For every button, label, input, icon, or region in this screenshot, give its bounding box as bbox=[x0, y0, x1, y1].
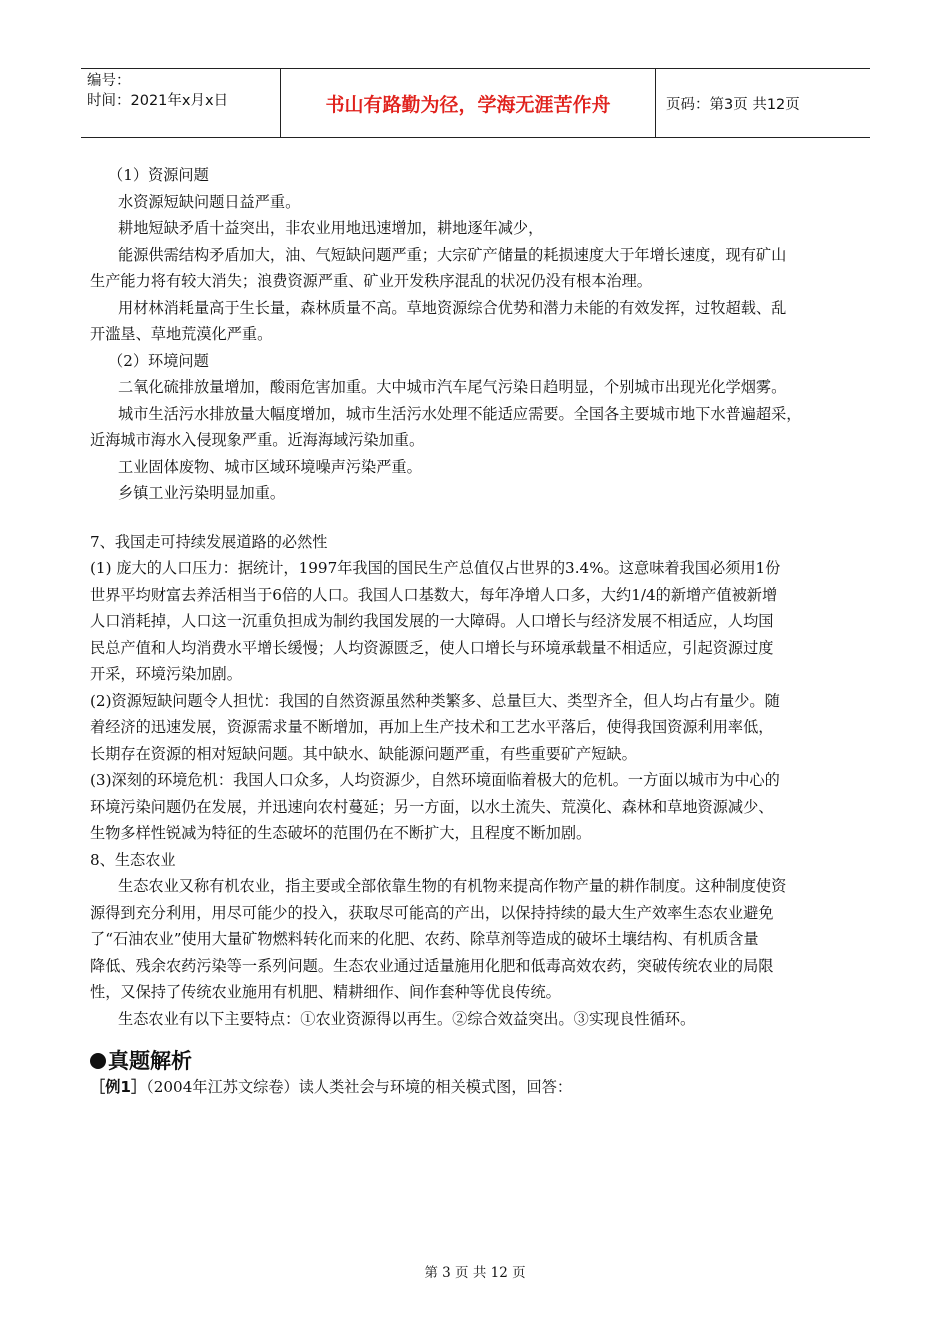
document-time-label: 时间：2021年x月x日 bbox=[87, 93, 229, 109]
paragraph-line: 工业固体废物、城市区域环境噪声污染严重。 bbox=[118, 457, 422, 476]
paragraph-line: 世界平均财富去养活相当于6倍的人口。我国人口基数大，每年净增人口多，大约1/4的新增产值被新增 bbox=[90, 585, 778, 604]
paragraph-line: 能源供需结构矛盾加大，油、气短缺问题严重；大宗矿产储量的耗损速度大于年增长速度，现有矿山 bbox=[118, 245, 787, 264]
paragraph-line: 性，又保持了传统农业施用有机肥、精耕细作、间作套种等优良传统。 bbox=[90, 983, 561, 1001]
paragraph-line: 水资源短缺问题日益严重。 bbox=[118, 192, 301, 211]
paragraph-line: (1) 庞大的人口压力：据统计，1997年我国的国民生产总值仅占世界的3.4%。这意味着我国必须用1份 bbox=[90, 559, 781, 577]
paragraph-line: (2)资源短缺问题令人担忧：我国的自然资源虽然种类繁多、总量巨大、类型齐全，但人均占有量少。随 bbox=[90, 691, 780, 710]
page-header bbox=[81, 68, 870, 138]
document-number-label: 编号： bbox=[87, 73, 131, 89]
paragraph-line: 生物多样性锐减为特征的生态破坏的范围仍在不断扩大，且程度不断加剧。 bbox=[90, 824, 592, 842]
paragraph-line: 耕地短缺矛盾十益突出，非农业用地迅速增加，耕地逐年减少， bbox=[118, 219, 544, 237]
heading-eco-agriculture: 8、生态农业 bbox=[90, 850, 176, 869]
paragraph-line: (3)深刻的环境危机：我国人口众多，人均资源少，自然环境面临着极大的危机。一方面以城市为中心的 bbox=[90, 771, 780, 789]
example-text: （2004年江苏文综卷）读人类社会与环境的相关模式图，回答： bbox=[146, 1078, 573, 1096]
subheading-environment-problems: （2）环境问题 bbox=[108, 351, 209, 370]
paragraph-line: 长期存在资源的相对短缺问题。其中缺水、缺能源问题严重，有些重要矿产短缺。 bbox=[90, 744, 637, 763]
page-footer: 第 3 页 共 12 页 bbox=[424, 1265, 526, 1281]
paragraph-line: 城市生活污水排放量大幅度增加，城市生活污水处理不能适应需要。全国各主要城市地下水普遍超采， bbox=[118, 404, 802, 423]
section-title: 真题解析 bbox=[108, 1049, 192, 1073]
paragraph-line: 源得到充分利用，用尽可能少的投入，获取尽可能高的产出，以保持持续的最大生产效率生态农业避免 bbox=[90, 903, 774, 922]
paragraph-line: 生产能力将有较大消失；浪费资源严重、矿业开发秩序混乱的状况仍没有根本治理。 bbox=[90, 272, 652, 290]
paragraph-line: 二氧化硫排放量增加，酸雨危害加重。大中城市汽车尾气污染日趋明显，个别城市出现光化学烟雾。 bbox=[118, 378, 787, 396]
paragraph-line: 环境污染问题仍在发展，并迅速向农村蔓延；另一方面，以水土流失、荒漠化、森林和草地资源减少、 bbox=[90, 797, 774, 816]
paragraph-line: 用材林消耗量高于生长量，森林质量不高。草地资源综合优势和潜力未能的有效发挥，过牧超载、乱 bbox=[118, 298, 787, 317]
header-page-number: 页码：第3页 共12页 bbox=[666, 96, 800, 113]
paragraph-line: 生态农业又称有机农业，指主要或全部依靠生物的有机物来提高作物产量的耕作制度。这种制度使资 bbox=[118, 877, 787, 895]
header-info-cell bbox=[81, 69, 281, 137]
paragraph-line: 降低、残余农药污染等一系列问题。生态农业通过适量施用化肥和低毒高效农药，突破传统农业的局限 bbox=[90, 956, 774, 975]
paragraph-line: 开滥垦、草地荒漠化严重。 bbox=[90, 325, 273, 343]
subheading-resource-problems: （1）资源问题 bbox=[108, 166, 209, 184]
paragraph-line: 人口消耗掉，人口这一沉重负担成为制约我国发展的一大障碍。人口增长与经济发展不相适应，人均国 bbox=[90, 612, 774, 630]
section-heading bbox=[90, 1046, 870, 1076]
paragraph-line: 民总产值和人均消费水平增长缓慢；人均资源匮乏，使人口增长与环境承载量不相适应，引起资源过度 bbox=[90, 638, 774, 657]
paragraph-line: 着经济的迅速发展，资源需求量不断增加，再加上生产技术和工艺水平落后，使得我国资源利用率低， bbox=[90, 718, 774, 736]
heading-sustainable-development: 7、我国走可持续发展道路的必然性 bbox=[90, 532, 328, 551]
header-motto: 书山有路勤为径，学海无涯苦作舟 bbox=[281, 69, 656, 137]
paragraph-line: 生态农业有以下主要特点：①农业资源得以再生。②综合效益突出。③实现良性循环。 bbox=[118, 1009, 696, 1028]
paragraph-line: 近海城市海水入侵现象严重。近海海域污染加重。 bbox=[90, 431, 425, 449]
example-question bbox=[90, 1076, 870, 1098]
bullet-icon bbox=[90, 1053, 106, 1069]
document-body bbox=[90, 162, 870, 1098]
example-label: ［例1］ bbox=[90, 1078, 147, 1096]
paragraph-line: 乡镇工业污染明显加重。 bbox=[118, 484, 286, 502]
paragraph-line: 开采，环境污染加剧。 bbox=[90, 665, 242, 683]
paragraph-line: 了“石油农业”使用大量矿物燃料转化而来的化肥、农药、除草剂等造成的破坏土壤结构、有机质含量 bbox=[90, 930, 759, 948]
